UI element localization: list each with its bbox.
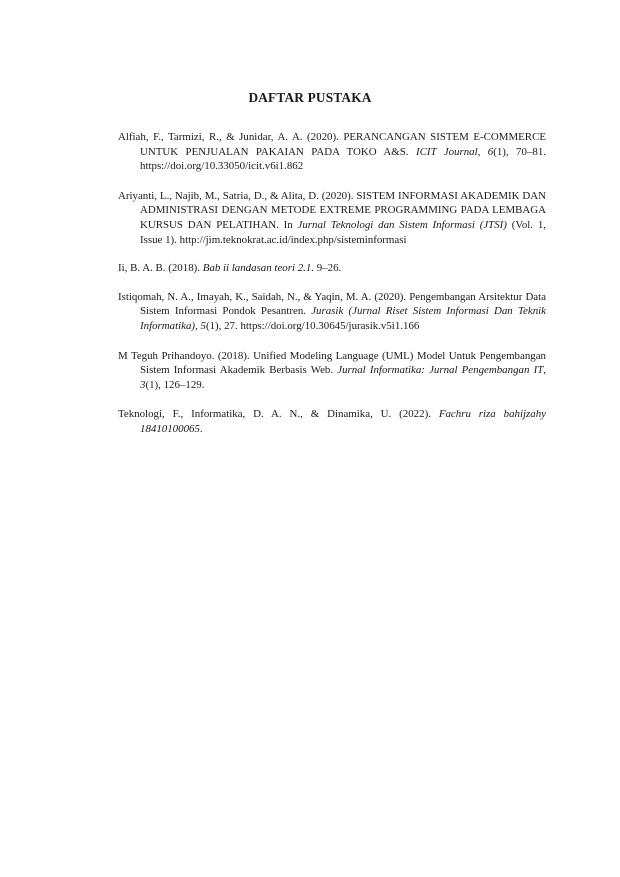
reference-entry bbox=[118, 261, 546, 276]
reference-text: , bbox=[543, 364, 546, 377]
reference-text: (1), 70–81. https://doi.org/10.33050/icit.v6i1.862 bbox=[140, 145, 547, 173]
page-title: DAFTAR PUSTAKA bbox=[248, 90, 372, 105]
reference-text: 9–26. bbox=[314, 262, 342, 275]
reference-italic-text: ICIT Journal bbox=[415, 145, 478, 158]
reference-text: (1), 126–129. bbox=[145, 378, 205, 391]
reference-text: , bbox=[195, 319, 201, 332]
reference-text: (1), 27. https://doi.org/10.30645/jurasik.v5i1.166 bbox=[205, 319, 420, 332]
reference-text: Alfiah, F., Tarmizi, R., & Junidar, A. A. (2020). PERANCANGAN SISTEM E-COMMERCE UNTUK PENJUALAN PAKAIAN PADA TOKO A&S. bbox=[118, 131, 546, 158]
reference-italic-text: 6 bbox=[487, 145, 494, 158]
reference-italic-text: Jurasik (Jurnal Riset Sistem Informasi Dan Teknik Informatika) bbox=[140, 305, 546, 332]
reference-italic-text: Bab ii landasan teori 2.1. bbox=[202, 262, 315, 275]
reference-text: Teknologi, F., Informatika, D. A. N., & Dinamika, U. (2022). bbox=[118, 408, 439, 421]
reference-list bbox=[118, 130, 546, 452]
reference-entry bbox=[118, 407, 546, 436]
reference-text: Ii, B. A. B. (2018). bbox=[118, 262, 203, 275]
reference-italic-text: 5 bbox=[200, 319, 206, 332]
reference-text: M Teguh Prihandoyo. (2018). Unified Modeling Language (UML) Model Untuk Pengembangan Sistem Informasi Akademik Berbasis Web. bbox=[118, 349, 546, 377]
reference-text: , bbox=[477, 145, 488, 158]
reference-entry bbox=[118, 349, 546, 393]
reference-entry bbox=[118, 130, 546, 174]
reference-italic-text: Fachru riza bahijzahy 18410100065 bbox=[140, 408, 546, 435]
reference-entry bbox=[118, 189, 546, 247]
reference-entry bbox=[118, 290, 546, 334]
reference-italic-text: Jurnal Informatika: Jurnal Pengembangan IT bbox=[337, 364, 544, 377]
reference-italic-text: 3 bbox=[140, 378, 146, 391]
reference-text: Ariyanti, L., Najib, M., Satria, D., & Alita, D. (2020). SISTEM INFORMASI AKADEMIK DAN ADMINISTRASI DENGAN METODE EXTREME PROGRAMMING PADA LEMBAGA KURSUS DAN PELATIHAN. In bbox=[118, 189, 546, 231]
reference-text: . bbox=[199, 422, 203, 435]
reference-text: (Vol. 1, Issue 1). http://jim.teknokrat.ac.id/index.php/sisteminformasi bbox=[140, 218, 546, 246]
reference-text: Istiqomah, N. A., Imayah, K., Saidah, N., & Yaqin, M. A. (2020). Pengembangan Arsitektur Data Sistem Informasi Pondok Pesantren. bbox=[118, 290, 546, 318]
reference-italic-text: Jurnal Teknologi dan Sistem Informasi (JTSI) bbox=[297, 218, 507, 231]
